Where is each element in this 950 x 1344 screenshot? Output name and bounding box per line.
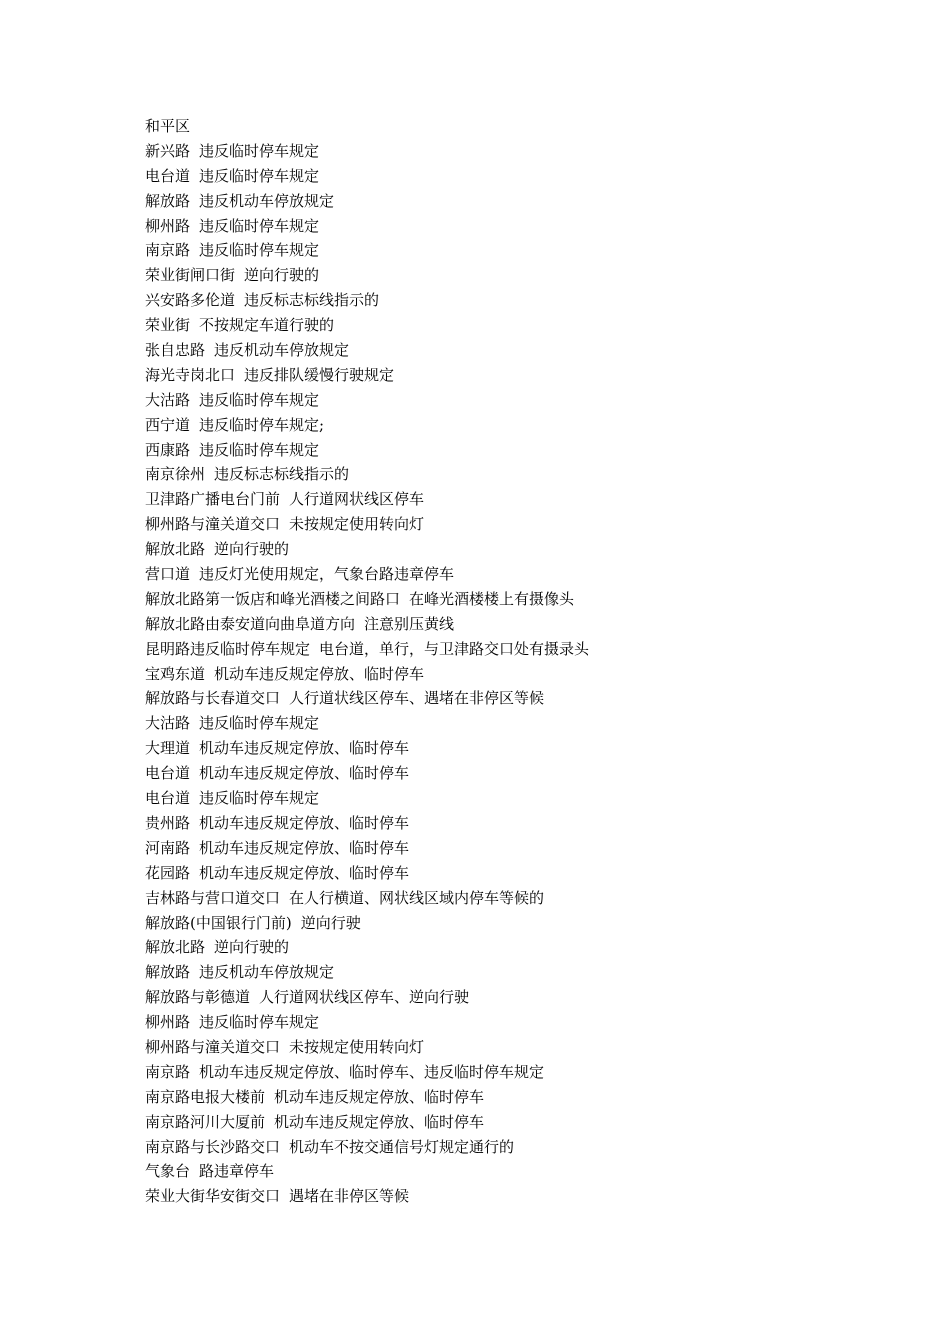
violation-text: 逆向行驶的 bbox=[214, 938, 290, 957]
violation-text: 未按规定使用转向灯 bbox=[289, 515, 425, 534]
violation-text: 路违章停车 bbox=[199, 1162, 275, 1181]
list-item bbox=[145, 1184, 905, 1209]
violation-text: 违反临时停车规定 bbox=[199, 1013, 320, 1032]
location-text: 解放北路由泰安道向曲阜道方向 bbox=[145, 614, 356, 633]
list-item bbox=[145, 388, 905, 413]
list-item bbox=[145, 164, 905, 189]
violation-text: 违反临时停车规定 bbox=[199, 141, 320, 160]
location-text: 解放北路 bbox=[145, 540, 206, 559]
location-text: 贵州路 bbox=[145, 813, 191, 832]
list-item bbox=[145, 662, 905, 687]
list-item bbox=[145, 238, 905, 263]
list-item bbox=[145, 985, 905, 1010]
list-item bbox=[145, 288, 905, 313]
violation-text: 不按规定车道行驶的 bbox=[199, 316, 335, 335]
violation-text: 遇堵在非停区等候 bbox=[289, 1187, 410, 1206]
location-text: 荣业大街华安街交口 bbox=[145, 1187, 281, 1206]
list-item bbox=[145, 1035, 905, 1060]
location-text: 解放路与长春道交口 bbox=[145, 689, 281, 708]
list-item bbox=[145, 537, 905, 562]
list-item bbox=[145, 363, 905, 388]
violation-text: 机动车违反规定停放、临时停车 bbox=[274, 1087, 485, 1106]
location-text: 新兴路 bbox=[145, 141, 191, 160]
location-text: 南京路电报大楼前 bbox=[145, 1087, 266, 1106]
list-item bbox=[145, 139, 905, 164]
list-item bbox=[145, 861, 905, 886]
list-item bbox=[145, 736, 905, 761]
location-text: 西康路 bbox=[145, 440, 191, 459]
list-item bbox=[145, 487, 905, 512]
location-text: 解放路 bbox=[145, 963, 191, 982]
violation-text: 电台道，单行，与卫津路交口处有摄录头 bbox=[319, 639, 590, 658]
list-item bbox=[145, 1159, 905, 1184]
list-item bbox=[145, 686, 905, 711]
list-item bbox=[145, 462, 905, 487]
list-item bbox=[145, 263, 905, 288]
location-text: 解放路 bbox=[145, 191, 191, 210]
violation-text: 违反灯光使用规定，气象台路违章停车 bbox=[199, 565, 455, 584]
location-text: 南京路 bbox=[145, 1062, 191, 1081]
location-text: 电台道 bbox=[145, 166, 191, 185]
list-item bbox=[145, 786, 905, 811]
list-item bbox=[145, 836, 905, 861]
list-item bbox=[145, 761, 905, 786]
list-item bbox=[145, 886, 905, 911]
violation-text: 机动车不按交通信号灯规定通行的 bbox=[289, 1137, 515, 1156]
location-text: 柳州路 bbox=[145, 216, 191, 235]
location-text: 电台道 bbox=[145, 789, 191, 808]
document-page bbox=[145, 114, 905, 1209]
location-text: 南京路 bbox=[145, 241, 191, 260]
violation-text: 违反临时停车规定 bbox=[199, 241, 320, 260]
location-text: 解放路与彰德道 bbox=[145, 988, 251, 1007]
violation-text: 人行道网状线区停车 bbox=[289, 490, 425, 509]
district-heading: 和平区 bbox=[145, 117, 191, 135]
list-item bbox=[145, 189, 905, 214]
list-item bbox=[145, 438, 905, 463]
location-text: 荣业街闸口街 bbox=[145, 266, 236, 285]
location-text: 花园路 bbox=[145, 863, 191, 882]
list-item bbox=[145, 960, 905, 985]
list-item bbox=[145, 1010, 905, 1035]
location-text: 荣业街 bbox=[145, 316, 191, 335]
violation-text: 违反临时停车规定 bbox=[199, 789, 320, 808]
violation-text: 违反标志标线指示的 bbox=[244, 291, 380, 310]
violation-text: 机动车违反规定停放、临时停车 bbox=[199, 739, 410, 758]
location-text: 河南路 bbox=[145, 838, 191, 857]
location-text: 南京路与长沙路交口 bbox=[145, 1137, 281, 1156]
violation-text: 机动车违反规定停放、临时停车 bbox=[274, 1112, 485, 1131]
location-text: 大沽路 bbox=[145, 390, 191, 409]
violation-text: 机动车违反规定停放、临时停车 bbox=[199, 863, 410, 882]
list-item bbox=[145, 1085, 905, 1110]
violation-text: 机动车违反规定停放、临时停车 bbox=[199, 838, 410, 857]
list-item bbox=[145, 711, 905, 736]
violation-text: 注意别压黄线 bbox=[364, 614, 455, 633]
violation-text: 违反临时停车规定 bbox=[199, 166, 320, 185]
location-text: 张自忠路 bbox=[145, 341, 206, 360]
violation-text: 违反机动车停放规定 bbox=[214, 341, 350, 360]
location-text: 南京徐州 bbox=[145, 465, 206, 484]
list-item bbox=[145, 911, 905, 936]
violation-text: 逆向行驶 bbox=[300, 913, 361, 932]
location-text: 柳州路 bbox=[145, 1013, 191, 1032]
violation-text: 违反临时停车规定 bbox=[199, 440, 320, 459]
location-text: 大理道 bbox=[145, 739, 191, 758]
location-text: 解放路(中国银行门前) bbox=[145, 913, 292, 932]
location-text: 电台道 bbox=[145, 764, 191, 783]
violation-text: 机动车违反规定停放、临时停车 bbox=[214, 664, 425, 683]
violation-text: 未按规定使用转向灯 bbox=[289, 1037, 425, 1056]
location-text: 昆明路违反临时停车规定 bbox=[145, 639, 311, 658]
location-text: 海光寺岗北口 bbox=[145, 365, 236, 384]
violation-text: 违反机动车停放规定 bbox=[199, 963, 335, 982]
violation-text: 违反排队缓慢行驶规定 bbox=[244, 365, 395, 384]
location-text: 解放北路第一饭店和峰光酒楼之间路口 bbox=[145, 589, 401, 608]
location-text: 柳州路与潼关道交口 bbox=[145, 1037, 281, 1056]
violation-text: 在峰光酒楼楼上有摄像头 bbox=[409, 589, 575, 608]
violation-text: 违反临时停车规定; bbox=[199, 415, 325, 434]
violation-text: 违反临时停车规定 bbox=[199, 390, 320, 409]
list-item bbox=[145, 313, 905, 338]
location-text: 南京路河川大厦前 bbox=[145, 1112, 266, 1131]
location-text: 大沽路 bbox=[145, 714, 191, 733]
location-text: 柳州路与潼关道交口 bbox=[145, 515, 281, 534]
violation-text: 违反机动车停放规定 bbox=[199, 191, 335, 210]
list-item bbox=[145, 1135, 905, 1160]
violation-text: 人行道网状线区停车、逆向行驶 bbox=[259, 988, 470, 1007]
violation-text: 机动车违反规定停放、临时停车 bbox=[199, 813, 410, 832]
location-text: 吉林路与营口道交口 bbox=[145, 888, 281, 907]
list-item bbox=[145, 214, 905, 239]
list-item bbox=[145, 562, 905, 587]
violation-text: 违反临时停车规定 bbox=[199, 216, 320, 235]
list-item bbox=[145, 637, 905, 662]
location-text: 宝鸡东道 bbox=[145, 664, 206, 683]
list-item bbox=[145, 587, 905, 612]
location-text: 气象台 bbox=[145, 1162, 191, 1181]
list-item bbox=[145, 612, 905, 637]
location-text: 营口道 bbox=[145, 565, 191, 584]
location-text: 兴安路多伦道 bbox=[145, 291, 236, 310]
violation-text: 人行道状线区停车、遇堵在非停区等候 bbox=[289, 689, 545, 708]
violation-list bbox=[145, 139, 905, 1209]
violation-text: 机动车违反规定停放、临时停车 bbox=[199, 764, 410, 783]
list-item bbox=[145, 512, 905, 537]
list-item bbox=[145, 1060, 905, 1085]
location-text: 解放北路 bbox=[145, 938, 206, 957]
list-item bbox=[145, 811, 905, 836]
violation-text: 在人行横道、网状线区域内停车等候的 bbox=[289, 888, 545, 907]
list-item bbox=[145, 1110, 905, 1135]
violation-text: 违反标志标线指示的 bbox=[214, 465, 350, 484]
location-text: 西宁道 bbox=[145, 415, 191, 434]
violation-text: 违反临时停车规定 bbox=[199, 714, 320, 733]
list-item bbox=[145, 413, 905, 438]
violation-text: 逆向行驶的 bbox=[244, 266, 320, 285]
violation-text: 机动车违反规定停放、临时停车、违反临时停车规定 bbox=[199, 1062, 545, 1081]
location-text: 卫津路广播电台门前 bbox=[145, 490, 281, 509]
list-item bbox=[145, 935, 905, 960]
violation-text: 逆向行驶的 bbox=[214, 540, 290, 559]
list-item bbox=[145, 338, 905, 363]
